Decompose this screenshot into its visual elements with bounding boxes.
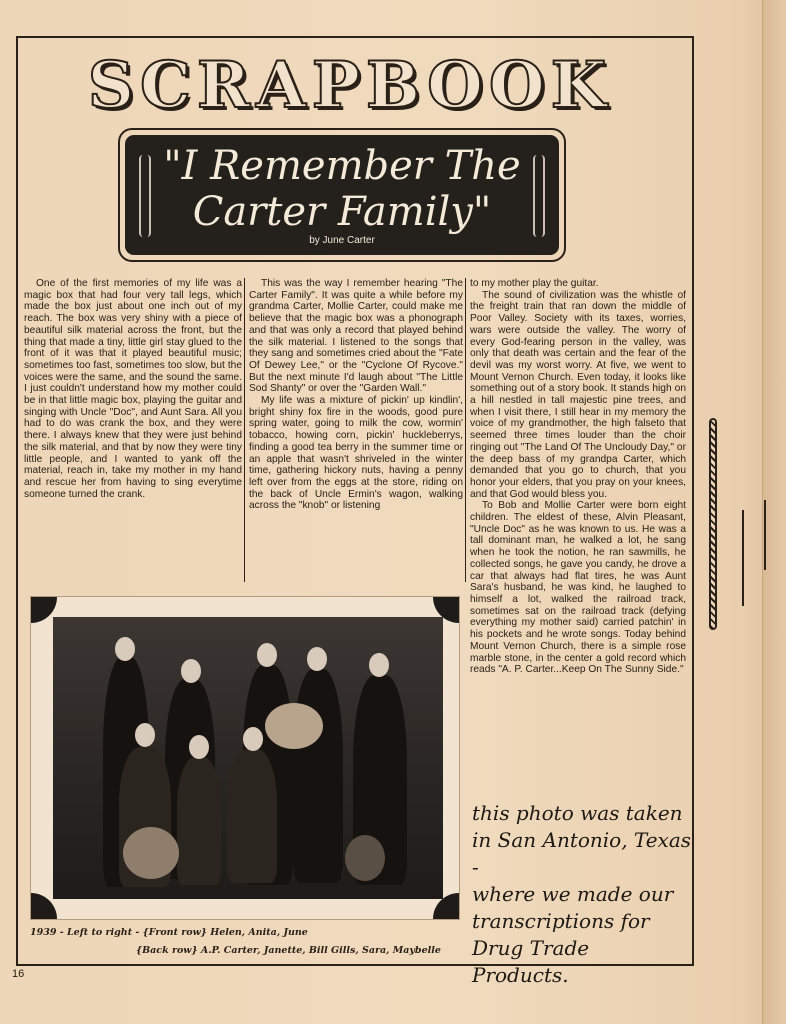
face — [189, 735, 209, 759]
column-rule — [465, 278, 466, 582]
face — [115, 637, 135, 661]
guitar — [265, 703, 323, 749]
face — [243, 727, 263, 751]
person-silhouette — [227, 749, 277, 883]
masthead-title: SCRAPBOOK — [87, 48, 613, 123]
face — [181, 659, 201, 683]
title-line-2: Carter Family" — [192, 189, 492, 235]
column-rule — [244, 278, 245, 582]
face — [135, 723, 155, 747]
article-title — [125, 143, 559, 235]
note-line: transcriptions for — [472, 909, 650, 933]
page-number: 16 — [12, 968, 25, 980]
title-plate — [125, 135, 559, 255]
article-column-3 — [470, 278, 686, 676]
paragraph: My life was a mixture of pickin' up kindlin', bright shiny fox fire in the woods, good pure spring water, going to milk the cow, wormin' tobacco, howing corn, pickin' huckleberrys, finding a good tea berry in the summer time or an apple that wasn't shriveled in the winter time, gathering hickory nuts, having a penny left over from the eggs at the store, riding on the back of Uncle Ermin's wagon, walking across the "knob" or listening — [249, 395, 463, 512]
article-column-2 — [249, 278, 463, 582]
decorative-side-bar — [709, 418, 717, 630]
margin-line — [764, 500, 766, 570]
face — [369, 653, 389, 677]
face — [307, 647, 327, 671]
title-line-1: "I Remember The — [163, 143, 521, 189]
byline: by June Carter — [309, 235, 375, 246]
photo-caption — [30, 924, 460, 960]
person-silhouette — [293, 669, 343, 883]
paragraph: to my mother play the guitar. — [470, 278, 599, 289]
paragraph: This was the way I remember hearing "The Carter Family". It was quite a while before my grandma Carter, Mollie Carter, could make me believe that the magic box was a phonograph and that was only a record that played behind the silk material. I listened to the songs that they sang and sometimes cried about the "Fate Of Dewey Lee," or the "Cyclone Of Rycove." But the next minute I'd laugh about "The Little Sod Shanty" or over the "Garden Wall." — [249, 278, 463, 395]
photo-frame — [30, 596, 460, 920]
note-line: in San Antonio, Texas - — [472, 828, 692, 879]
carter-family-photo — [53, 617, 443, 899]
paragraph: To Bob and Mollie Carter were born eight children. The eldest of these, Alvin Pleasant, "Uncle Doc" as he was known to us. He was a tall dominant man, he walked a lot, he sang when he took the notion, he ran sawmills, he collected songs, he gave you candy, he drove a car that always had flat tires, he was Aunt Sara's husband, he was kind, he laughed to himself a lot, walked the railroad track, sometimes sat on the railroad track (defying everything my mother said) carried patchin' in his pockets and he wrote songs. Today behind Mount Vernon Church, there is a simple rose marble stone, in the center a gold record which reads "A. P. Carter...Keep On The Sunny Side." — [470, 500, 686, 676]
guitar — [123, 827, 179, 879]
article-column-1 — [24, 278, 242, 500]
article-title-box — [118, 128, 566, 262]
margin-line — [742, 510, 744, 606]
paragraph: One of the first memories of my life was a magic box that had four very tall legs, which made the box just about one inch out of my reach. The box was very shiny with a piece of beautiful silk material across the front, but the thing that made a tiny, little girl stay glued to the front of it was that it played beautiful music; sometimes too fast, sometimes too slow, but the voices were the same, and the sound the same. I just couldn't understand how my mother could be in that little magic box, playing the guitar and singing with Uncle "Doc", and Aunt Sara. All you had to do was crank the box, and they were there. I always knew that they were just behind the silk material, and that by now they were tiny little people, and I wanted to yank off the material, reach in, take my mother in my hand and rescue her from having to sing everytime someone turned the crank. — [24, 278, 242, 500]
note-line: where we made our — [472, 882, 674, 906]
face — [257, 643, 277, 667]
note-line: this photo was taken — [472, 801, 683, 825]
paragraph: The sound of civilization was the whistle of the freight train that ran down the middle of Poor Valley. Society with its taxes, worries, wars were outside the valley. The worry of every God-fearing person in the valley, was only that death was certain and the fear of the devil was my worst worry. At five, we went to Mount Vernon Church. Even today, it looks like something out of a story book. It stands high on a hill nestled in tall majestic pine trees, and when I visit there, I still hear in my memory the voice of my grandmother, the high falseto that seemed three times louder than the choir ringing out "The Land Of The Uncloudy Day," or the deep bass of my grandpa Carter, which demanded that you go to church, that you honor your elders, that you pray on your knees, and that God would bless you. — [470, 289, 686, 500]
handwritten-note — [472, 800, 692, 989]
caption-front-row: 1939 - Left to right - {Front row} Helen, Anita, June — [30, 927, 308, 938]
guitar — [345, 835, 385, 881]
person-silhouette — [177, 757, 221, 885]
caption-back-row: {Back row} A.P. Carter, Janette, Bill Gills, Sara, Maybelle — [136, 945, 441, 956]
note-line: Drug Trade Products. — [472, 936, 590, 987]
